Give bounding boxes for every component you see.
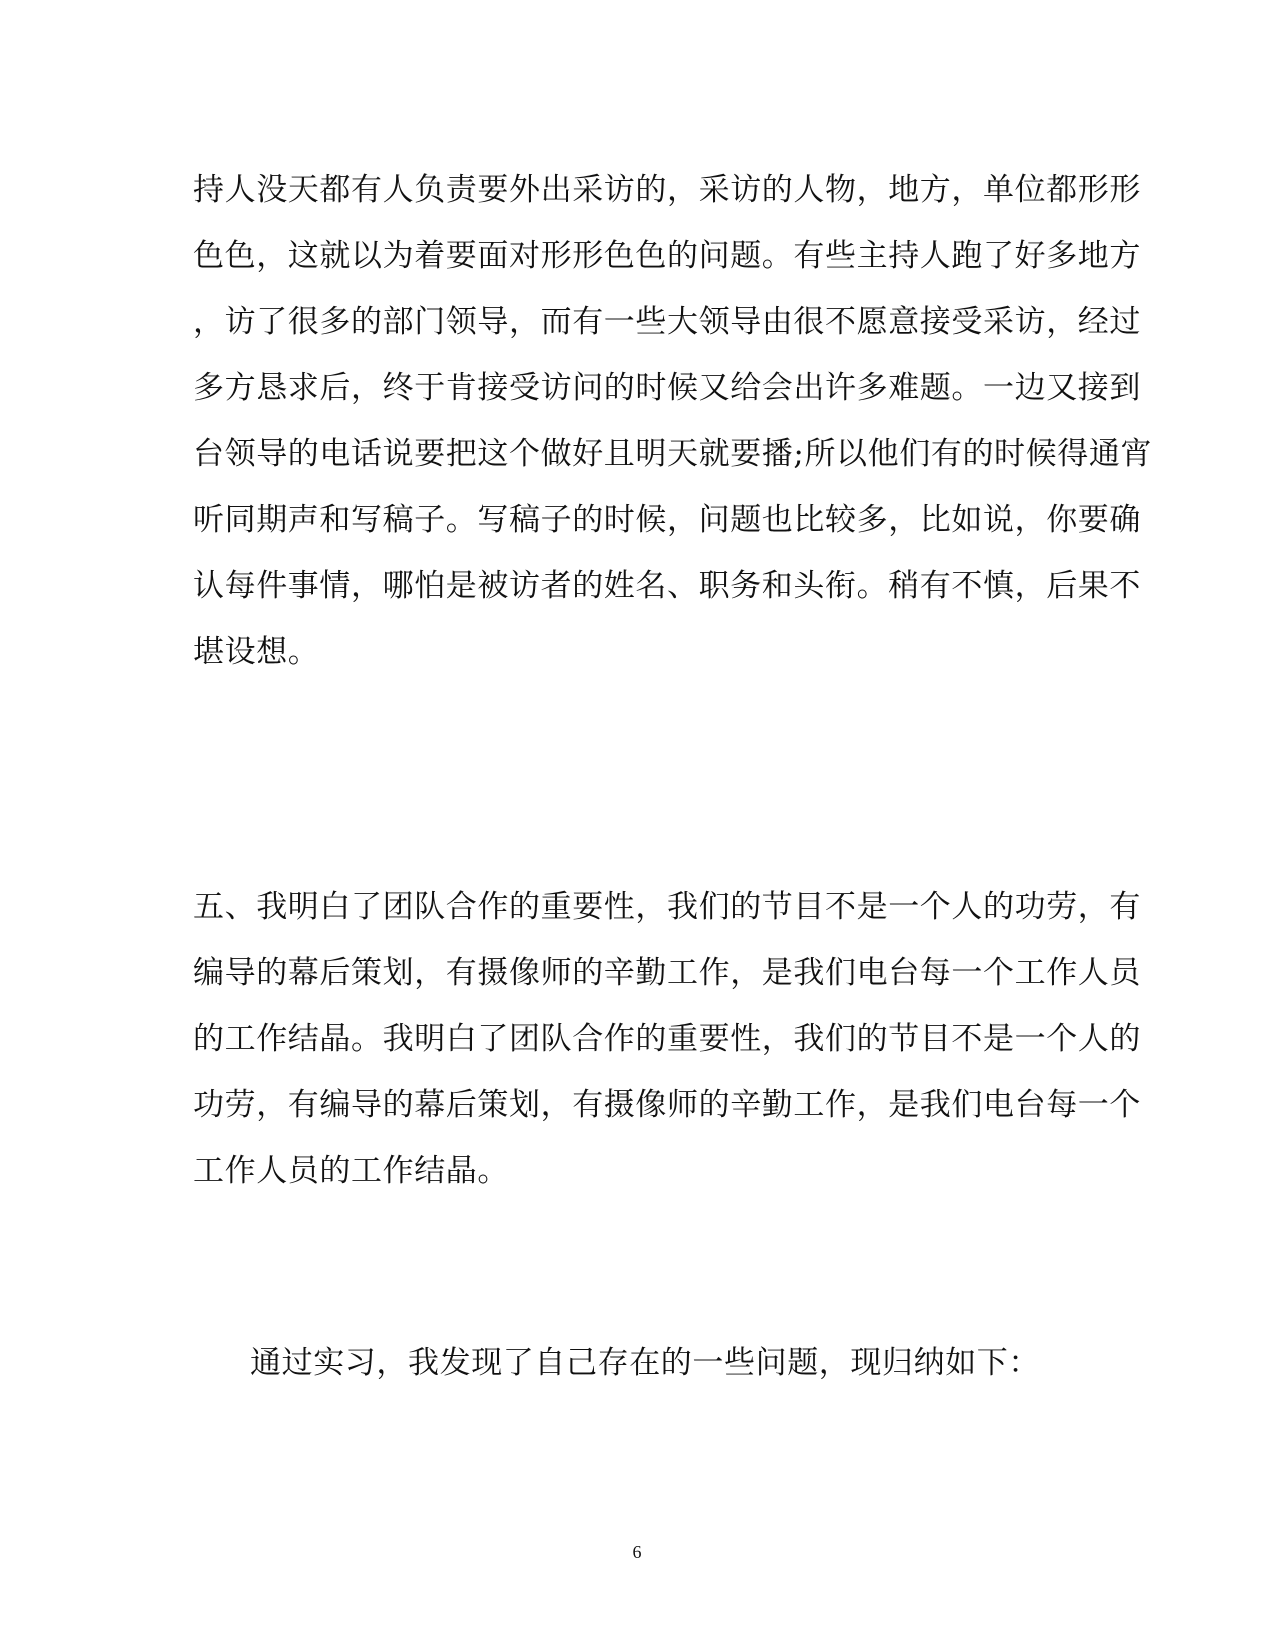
paragraph-teamwork xyxy=(193,874,1141,1204)
text-line: 工作人员的工作结晶。 xyxy=(193,1153,509,1189)
text-line: 台领导的电话说要把这个做好且明天就要播;所以他们有的时候得通宵 xyxy=(193,436,1153,472)
text-line: 色色，这就以为着要面对形形色色的问题。有些主持人跑了好多地方 xyxy=(193,238,1141,274)
text-line: 功劳，有编导的幕后策划，有摄像师的辛勤工作，是我们电台每一个 xyxy=(193,1087,1141,1123)
text-line: 堪设想。 xyxy=(193,634,320,670)
paragraph-problems-intro xyxy=(250,1330,1150,1396)
text-line: 五、我明白了团队合作的重要性，我们的节目不是一个人的功劳，有 xyxy=(193,889,1141,925)
text-line: 听同期声和写稿子。写稿子的时候，问题也比较多，比如说，你要确 xyxy=(193,502,1141,538)
text-line: 多方恳求后，终于肯接受访问的时候又给会出许多难题。一边又接到 xyxy=(193,370,1141,406)
paragraph-interview-challenges xyxy=(193,157,1153,685)
text-line: 认每件事情，哪怕是被访者的姓名、职务和头衔。稍有不慎，后果不 xyxy=(193,568,1141,604)
text-line: 的工作结晶。我明白了团队合作的重要性，我们的节目不是一个人的 xyxy=(193,1021,1141,1057)
text-line: 通过实习，我发现了自己存在的一些问题，现归纳如下： xyxy=(250,1345,1040,1381)
text-line: 编导的幕后策划，有摄像师的辛勤工作，是我们电台每一个工作人员 xyxy=(193,955,1141,991)
text-line: 持人没天都有人负责要外出采访的，采访的人物，地方，单位都形形 xyxy=(193,172,1141,208)
text-line: ，访了很多的部门领导，而有一些大领导由很不愿意接受采访，经过 xyxy=(193,304,1141,340)
page-number: 6 xyxy=(632,1542,642,1562)
